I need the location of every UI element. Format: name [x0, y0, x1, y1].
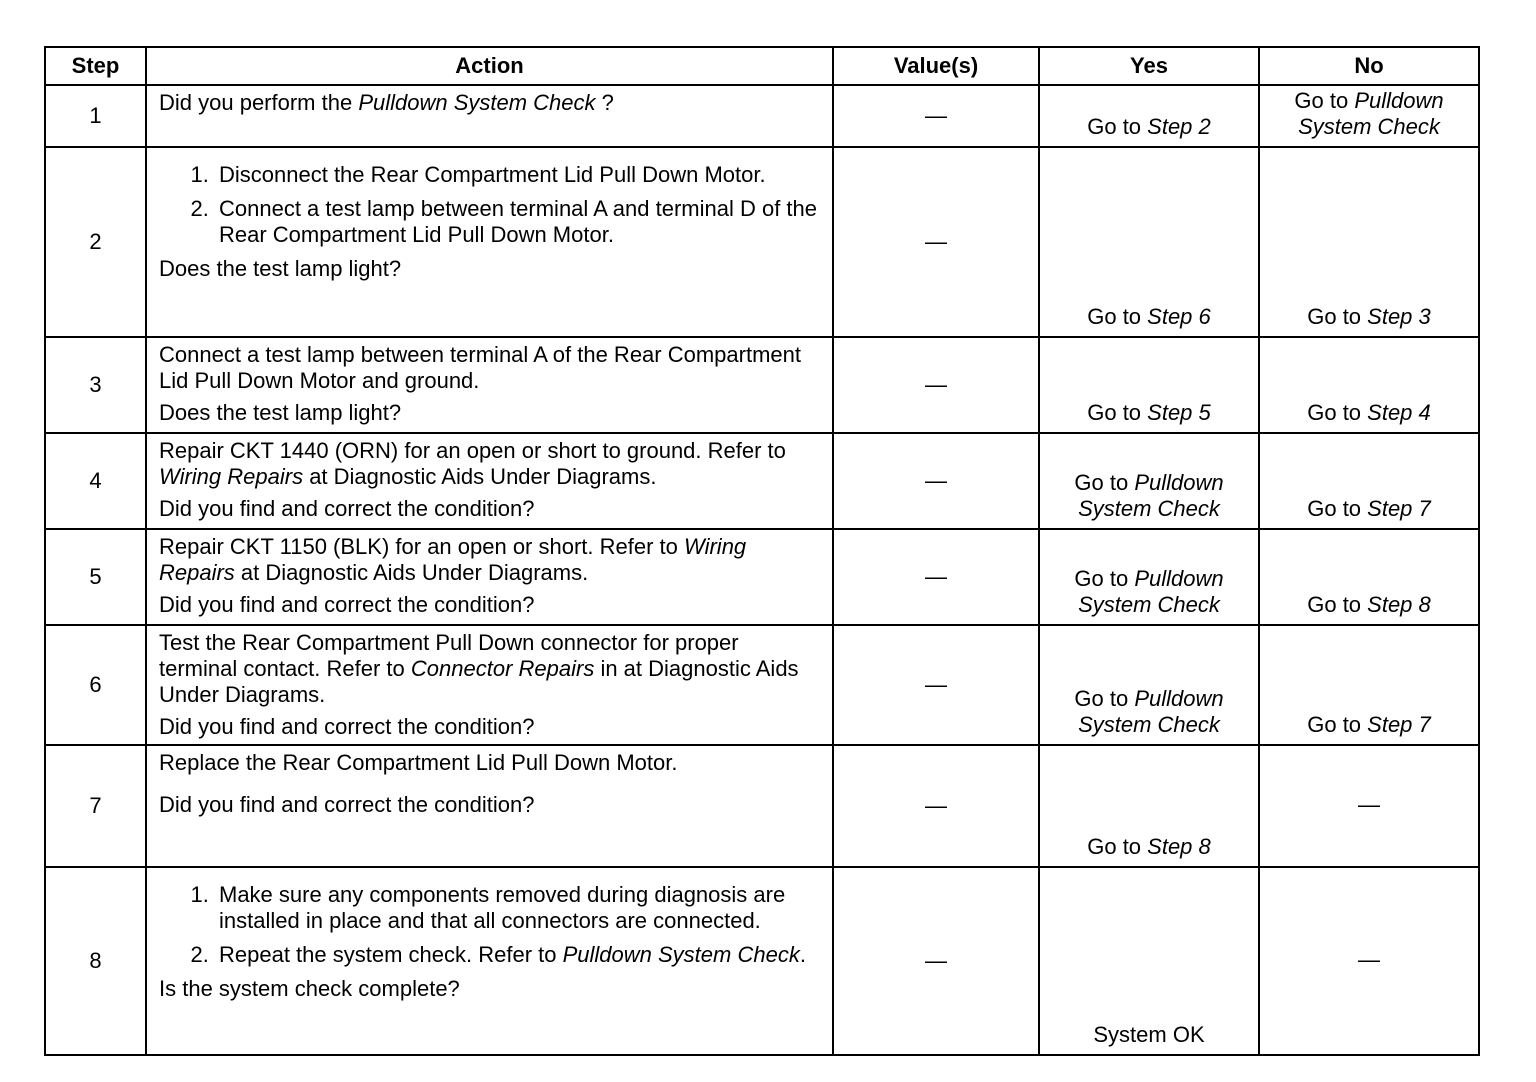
no-cell: — — [1259, 867, 1479, 1055]
header-values: Value(s) — [833, 47, 1039, 85]
header-step: Step — [45, 47, 146, 85]
action-cell — [146, 147, 833, 337]
action-question: Is the system check complete? — [159, 976, 460, 1001]
step-number: 5 — [45, 529, 146, 625]
table-row — [45, 625, 1479, 745]
value-cell: — — [833, 85, 1039, 147]
action-cell: Repair CKT 1440 (ORN) for an open or short to ground. Refer to Wiring Repairs at Diagnostic Aids Under Diagrams. Did you find and correct the condition? — [146, 433, 833, 529]
step-number: 1 — [45, 85, 146, 147]
action-cell — [146, 867, 833, 1055]
header-action: Action — [146, 47, 833, 85]
table-row — [45, 147, 1479, 337]
yes-cell: System OK — [1039, 867, 1259, 1055]
action-question: Did you find and correct the condition? — [159, 592, 535, 617]
step-number: 6 — [45, 625, 146, 745]
value-cell: — — [833, 337, 1039, 433]
action-cell: Test the Rear Compartment Pull Down connector for proper terminal contact. Refer to Connector Repairs in at Diagnostic Aids Under Diagrams. Did you find and correct the condition? — [146, 625, 833, 745]
yes-cell: Go to Pulldown System Check — [1039, 529, 1259, 625]
action-cell: Replace the Rear Compartment Lid Pull Down Motor. Did you find and correct the condition? — [146, 745, 833, 867]
no-cell: — — [1259, 745, 1479, 867]
table-row — [45, 867, 1479, 1055]
diagnostic-table — [44, 46, 1480, 1056]
value-cell: — — [833, 147, 1039, 337]
action-question: Does the test lamp light? — [159, 256, 402, 281]
action-cell: Repair CKT 1150 (BLK) for an open or short. Refer to Wiring Repairs at Diagnostic Aids Under Diagrams. Did you find and correct the condition? — [146, 529, 833, 625]
action-question: Did you find and correct the condition? — [159, 792, 535, 817]
header-row — [45, 47, 1479, 85]
table-row — [45, 85, 1479, 147]
step-number: 2 — [45, 147, 146, 337]
yes-cell: Go to Step 2 — [1039, 85, 1259, 147]
value-cell: — — [833, 625, 1039, 745]
table-row — [45, 529, 1479, 625]
no-cell: Go to Step 7 — [1259, 625, 1479, 745]
no-cell: Go to Step 4 — [1259, 337, 1479, 433]
action-list: 1. Make sure any components removed during diagnosis are installed in place and that all connectors are connected. 2. Repeat the system check. Refer to Pulldown System Check. — [159, 882, 820, 968]
no-cell: Go to Step 8 — [1259, 529, 1479, 625]
action-question: Did you find and correct the condition? — [159, 714, 535, 739]
value-cell: — — [833, 433, 1039, 529]
step-number: 7 — [45, 745, 146, 867]
yes-cell: Go to Step 8 — [1039, 745, 1259, 867]
step-number: 4 — [45, 433, 146, 529]
no-cell: Go to Step 7 — [1259, 433, 1479, 529]
header-no: No — [1259, 47, 1479, 85]
action-question: Did you find and correct the condition? — [159, 496, 535, 521]
table-row — [45, 337, 1479, 433]
action-question: Does the test lamp light? — [159, 400, 402, 425]
yes-cell: Go to Step 5 — [1039, 337, 1259, 433]
yes-cell: Go to Step 6 — [1039, 147, 1259, 337]
action-list: 1. Disconnect the Rear Compartment Lid Pull Down Motor. 2. Connect a test lamp between terminal A and terminal D of the Rear Compartment Lid Pull Down Motor. — [159, 162, 820, 248]
value-cell: — — [833, 529, 1039, 625]
header-yes: Yes — [1039, 47, 1259, 85]
step-number: 8 — [45, 867, 146, 1055]
no-cell: Go to Step 3 — [1259, 147, 1479, 337]
step-number: 3 — [45, 337, 146, 433]
value-cell: — — [833, 867, 1039, 1055]
table-row — [45, 745, 1479, 867]
no-cell: Go to Pulldown System Check — [1259, 85, 1479, 147]
yes-cell: Go to Pulldown System Check — [1039, 433, 1259, 529]
table-row — [45, 433, 1479, 529]
yes-cell: Go to Pulldown System Check — [1039, 625, 1259, 745]
action-cell: Did you perform the Pulldown System Check ? — [146, 85, 833, 147]
action-cell: Connect a test lamp between terminal A of the Rear Compartment Lid Pull Down Motor and ground. Does the test lamp light? — [146, 337, 833, 433]
value-cell: — — [833, 745, 1039, 867]
